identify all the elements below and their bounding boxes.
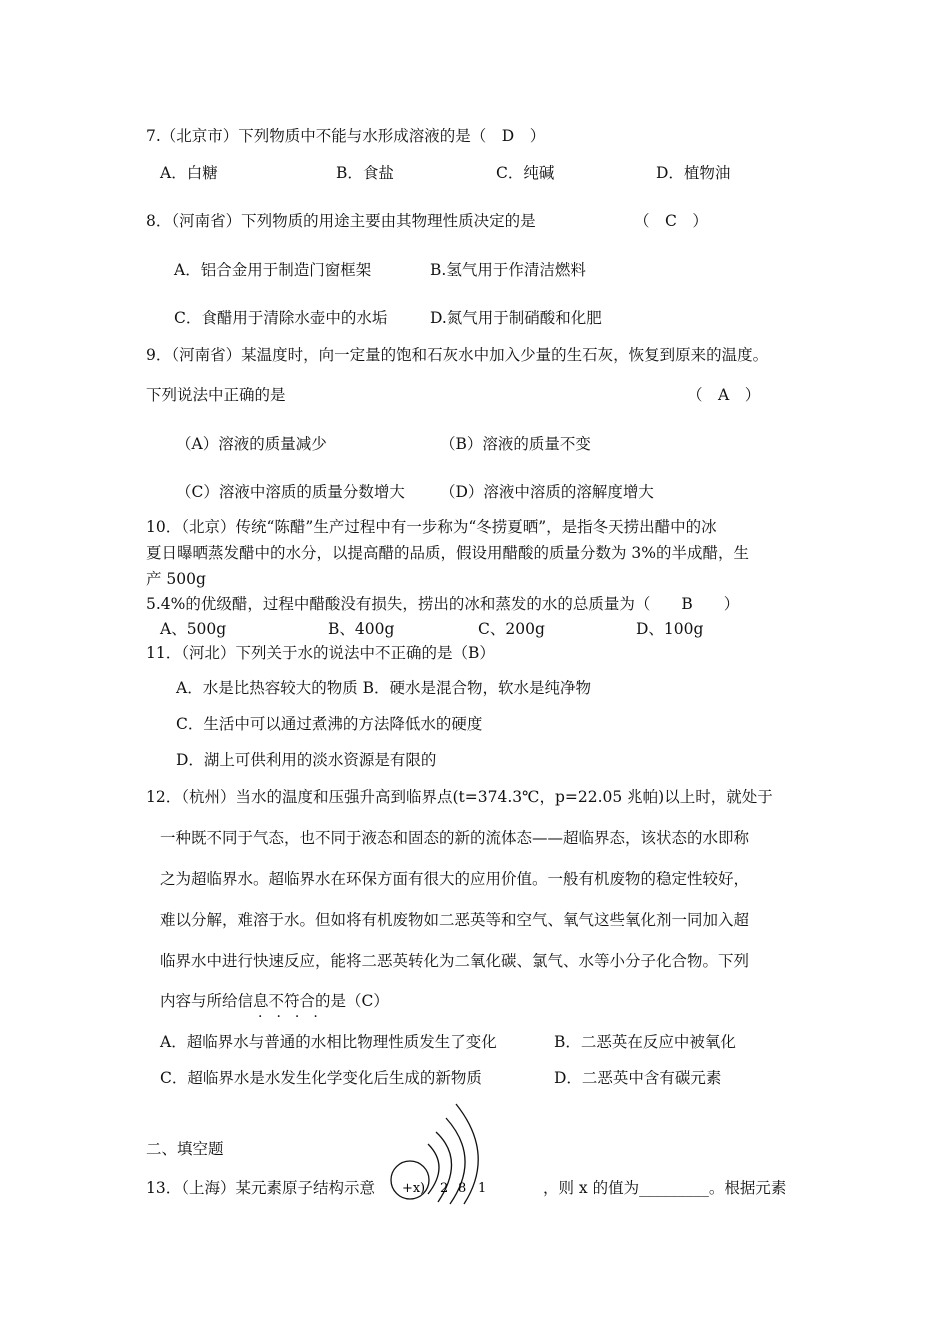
shell-count-3: 1: [478, 1181, 487, 1196]
shell-count-2: 8: [458, 1181, 467, 1196]
q12-option-c: C．超临界水是水发生化学变化后生成的新物质: [160, 1069, 482, 1087]
q7-option-a: A．白糖: [160, 164, 218, 182]
q12-line-6: 内容与所给信息不符合的是（C）: [160, 992, 389, 1010]
emphasis-dots: · · · ·: [258, 1009, 318, 1025]
q13-suffix: ，则 x 的值为_________。根据元素: [543, 1179, 787, 1197]
q7-option-d: D．植物油: [656, 164, 731, 182]
q7-option-c: C．纯碱: [496, 164, 555, 182]
q9-stem-continued: 下列说法中正确的是: [146, 386, 286, 404]
q10-option-a: A、500g: [160, 620, 227, 638]
q10-line-3: 产 500g: [146, 570, 206, 588]
nucleus-label: +x: [402, 1181, 421, 1196]
q12-line-1: 12．（杭州）当水的温度和压强升高到临界点(t=374.3℃，p=22.05 兆帕)以上时，就处于: [146, 788, 773, 806]
section-title: 二、填空题: [146, 1140, 224, 1158]
q11-option-c: C．生活中可以通过煮沸的方法降低水的硬度: [176, 715, 483, 733]
q7-option-b: B．食盐: [336, 164, 394, 182]
atom-structure-diagram: [388, 1098, 500, 1206]
q8-option-a: A．铝合金用于制造门窗框架: [174, 261, 372, 279]
q12-line-4: 难以分解，难溶于水。但如将有机废物如二恶英等和空气、氧气这些氧化剂一同加入超: [160, 911, 750, 929]
electron-shell-1: [428, 1144, 439, 1194]
q10-line-1: 10．（北京）传统“陈醋”生产过程中有一步称为“冬捞夏晒”，是指冬天捞出醋中的冰: [146, 518, 717, 536]
q9-stem: 9．（河南省）某温度时，向一定量的饱和石灰水中加入少量的生石灰，恢复到原来的温度。: [146, 346, 769, 364]
q9-option-c: （C）溶液中溶质的质量分数增大: [176, 483, 405, 501]
q10-option-b: B、400g: [328, 620, 395, 638]
q9-option-d: （D）溶液中溶质的溶解度增大: [440, 483, 654, 501]
q13-prefix: 13．（上海）某元素原子结构示意: [146, 1179, 375, 1197]
q12-option-b: B．二恶英在反应中被氧化: [554, 1033, 736, 1051]
shell-count-1: 2: [440, 1181, 449, 1196]
q12-option-a: A．超临界水与普通的水相比物理性质发生了变化: [160, 1033, 497, 1051]
q12-option-d: D．二恶英中含有碳元素: [554, 1069, 722, 1087]
q12-line-5: 临界水中进行快速反应，能将二恶英转化为二氧化碳、氯气、水等小分子化合物。下列: [160, 952, 750, 970]
q8-option-b: B.氢气用于作清洁燃料: [430, 261, 586, 279]
q12-line-2: 一种既不同于气态，也不同于液态和固态的新的流体态——超临界态，该状态的水即称: [160, 829, 750, 847]
q8-option-c: C．食醋用于清除水壶中的水垢: [174, 309, 388, 327]
q10-line-4: 5.4%的优级醋，过程中醋酸没有损失，捞出的冰和蒸发的水的总质量为（ B ）: [146, 595, 740, 613]
q10-option-d: D、100g: [636, 620, 704, 638]
q8-option-d: D.氮气用于制硝酸和化肥: [430, 309, 602, 327]
q9-option-a: （A）溶液的质量减少: [176, 435, 327, 453]
q8-stem: 8．（河南省）下列物质的用途主要由其物理性质决定的是: [146, 212, 536, 230]
q7-stem: 7.（北京市）下列物质中不能与水形成溶液的是（ D ）: [146, 127, 546, 145]
q12-line-3: 之为超临界水。超临界水在环保方面有很大的应用价值。一般有机废物的稳定性较好，: [160, 870, 750, 888]
q10-option-c: C、200g: [478, 620, 545, 638]
q9-option-b: （B）溶液的质量不变: [440, 435, 591, 453]
q11-option-ab: A．水是比热容较大的物质 B．硬水是混合物，软水是纯净物: [176, 679, 592, 697]
q8-answer: （ C ）: [634, 212, 708, 230]
q11-stem: 11．（河北）下列关于水的说法中不正确的是（B）: [146, 644, 495, 662]
shell-bracket: ): [420, 1181, 426, 1196]
q9-answer: （ A ）: [687, 386, 761, 404]
q11-option-d: D．湖上可供利用的淡水资源是有限的: [176, 751, 437, 769]
q10-line-2: 夏日曝晒蒸发醋中的水分，以提高醋的品质，假设用醋酸的质量分数为 3%的半成醋，生: [146, 544, 750, 562]
